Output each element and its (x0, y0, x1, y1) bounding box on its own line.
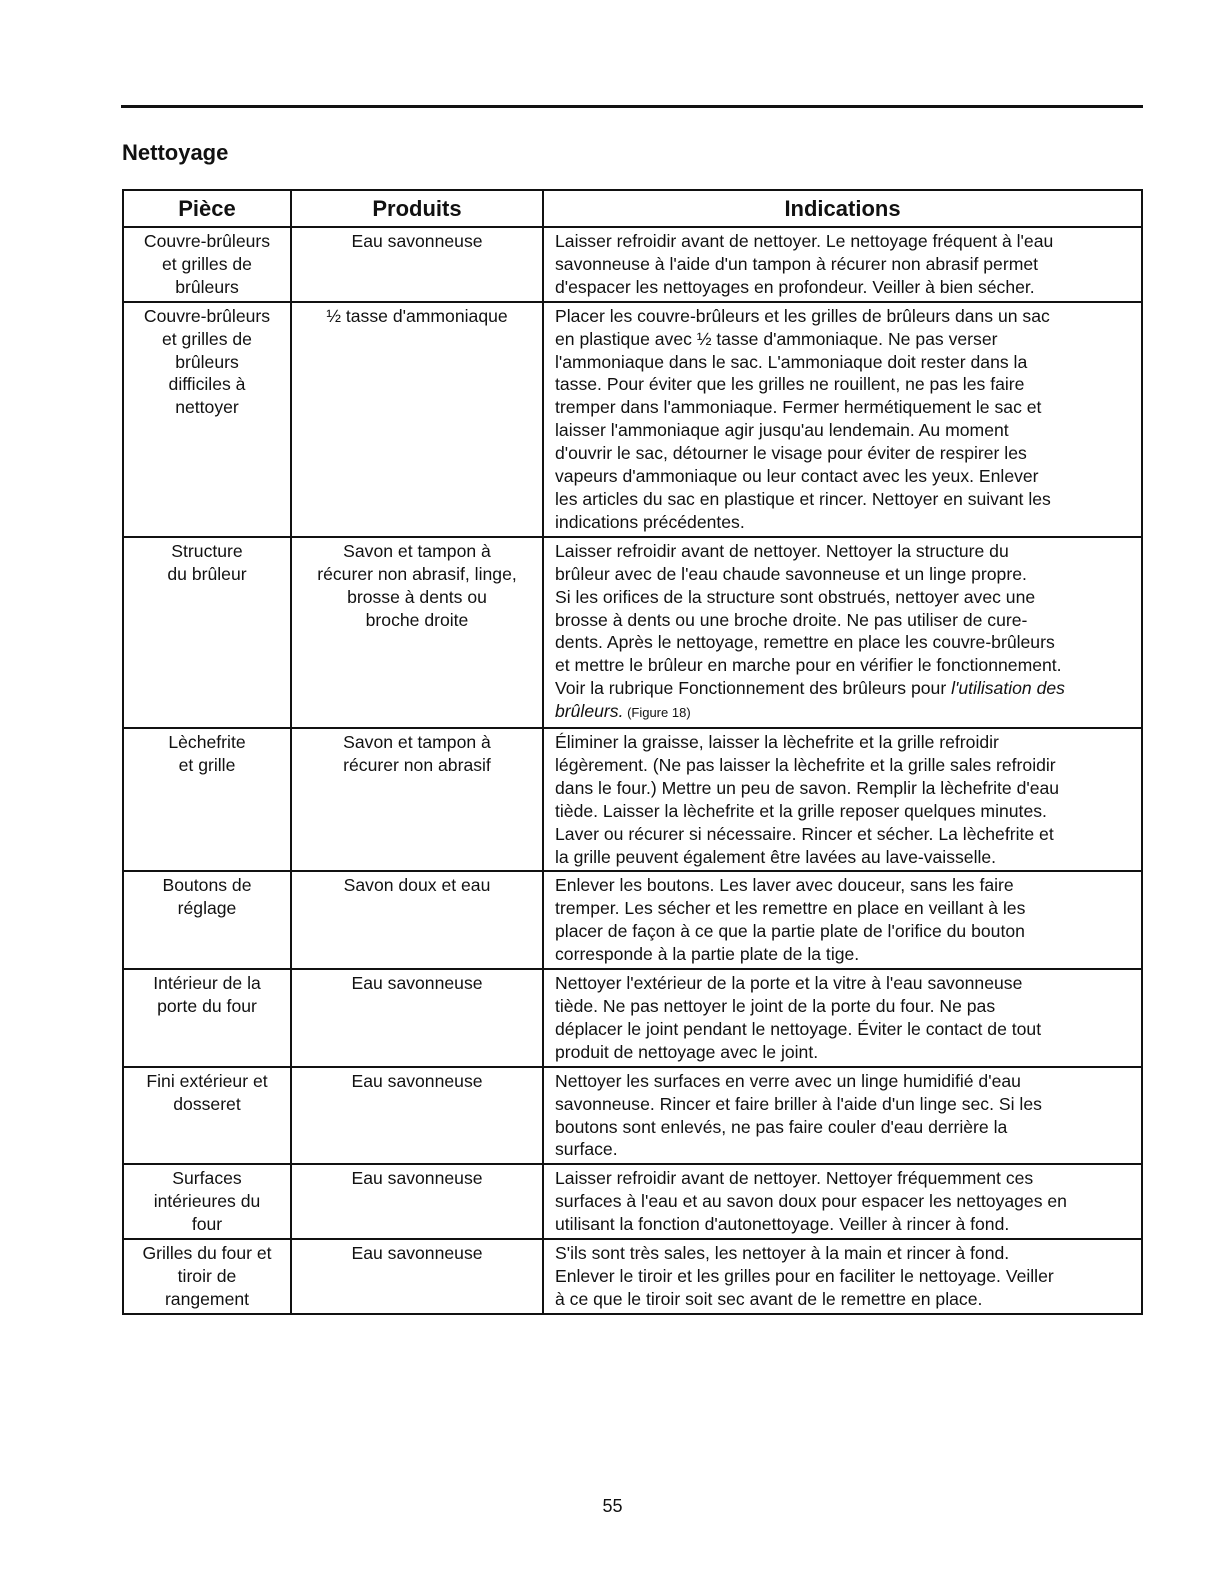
cell-produits: Eau savonneuse (291, 1239, 543, 1314)
cell-produits: Savon doux et eau (291, 871, 543, 969)
cell-produits: Eau savonneuse (291, 227, 543, 302)
header-piece: Pièce (123, 190, 291, 227)
cell-indications: S'ils sont très sales, les nettoyer à la main et rincer à fond. Enlever le tiroir et les grilles pour en faciliter le nettoyage. Veiller à ce que le tiroir soit sec avant de le remettre en place. (543, 1239, 1142, 1314)
cell-indications: Nettoyer les surfaces en verre avec un linge humidifié d'eau savonneuse. Rincer et faire briller à l'aide d'un linge sec. Si les boutons sont enlevés, ne pas faire couler d'eau derrière la surface. (543, 1067, 1142, 1165)
table-row (123, 1239, 1142, 1314)
cell-produits: Savon et tampon à récurer non abrasif, linge, brosse à dents ou broche droite (291, 537, 543, 728)
cell-indications: Laisser refroidir avant de nettoyer. Le nettoyage fréquent à l'eau savonneuse à l'aide d'un tampon à récurer non abrasif permet d'espacer les nettoyages en profondeur. Veiller à bien sécher. (543, 227, 1142, 302)
cell-produits: Savon et tampon à récurer non abrasif (291, 728, 543, 871)
cell-indications: Enlever les boutons. Les laver avec douceur, sans les faire tremper. Les sécher et les remettre en place en veillant à les placer de façon à ce que la partie plate de l'orifice du bouton corresponde à la partie plate de la tige. (543, 871, 1142, 969)
table-row (123, 1067, 1142, 1165)
cell-indications: Éliminer la graisse, laisser la lèchefrite et la grille refroidir légèrement. (Ne pas laisser la lèchefrite et la grille sales refroidir dans le four.) Mettre un peu de savon. Remplir la lèchefrite d'eau tiède. Laisser la lèchefrite et la grille reposer quelques minutes. Laver ou récurer si nécessaire. Rincer et sécher. La lèchefrite et la grille peuvent également être lavées au lave-vaisselle. (543, 728, 1142, 871)
cell-piece: Boutons de réglage (123, 871, 291, 969)
table-row (123, 1164, 1142, 1239)
cell-piece: Surfaces intérieures du four (123, 1164, 291, 1239)
table-row (123, 871, 1142, 969)
cell-produits: Eau savonneuse (291, 969, 543, 1067)
indications-italic-text: l'utilisation des brûleurs. (555, 678, 1065, 722)
cell-indications: Nettoyer l'extérieur de la porte et la vitre à l'eau savonneuse tiède. Ne pas nettoyer le joint de la porte du four. Ne pas déplacer le joint pendant le nettoyage. Éviter le contact de tout produit de nettoyage avec le joint. (543, 969, 1142, 1067)
table-row (123, 302, 1142, 537)
cell-piece: Fini extérieur et dosseret (123, 1067, 291, 1165)
cell-piece: Lèchefrite et grille (123, 728, 291, 871)
page-number: 55 (602, 1496, 623, 1516)
cell-produits: Eau savonneuse (291, 1164, 543, 1239)
figure-reference: (Figure 18) (623, 705, 691, 721)
cleaning-table (122, 189, 1143, 1315)
table-row (123, 227, 1142, 302)
cell-indications: Laisser refroidir avant de nettoyer. Nettoyer fréquemment ces surfaces à l'eau et au savon doux pour espacer les nettoyages en utilisant la fonction d'autonettoyage. Veiller à rincer à fond. (543, 1164, 1142, 1239)
table-row (123, 537, 1142, 728)
cell-produits: ½ tasse d'ammoniaque (291, 302, 543, 537)
indications-text: Laisser refroidir avant de nettoyer. Nettoyer la structure du brûleur avec de l'eau chaude savonneuse et un linge propre. Si les orifices de la structure sont obstrués, nettoyer avec une brosse à dents ou une broche droite. Ne pas utiliser de cure- dents. Après le nettoyage, remettre en place les couvre-brûleurs et mettre le brûleur en marche pour en vérifier le fonctionnement. Voir la rubrique Fonctionnement des brûleurs pour (555, 540, 1062, 699)
cell-piece: Grilles du four et tiroir de rangement (123, 1239, 291, 1314)
section-title: Nettoyage (122, 140, 229, 165)
cell-indications (543, 537, 1142, 728)
table-header-row (123, 190, 1142, 227)
cell-piece: Structure du brûleur (123, 537, 291, 728)
cell-piece: Couvre-brûleurs et grilles de brûleurs difficiles à nettoyer (123, 302, 291, 537)
header-produits: Produits (291, 190, 543, 227)
cell-piece: Intérieur de la porte du four (123, 969, 291, 1067)
table-row (123, 728, 1142, 871)
cell-produits: Eau savonneuse (291, 1067, 543, 1165)
header-indications: Indications (543, 190, 1142, 227)
cell-piece: Couvre-brûleurs et grilles de brûleurs (123, 227, 291, 302)
top-rule (121, 105, 1143, 108)
cell-indications: Placer les couvre-brûleurs et les grilles de brûleurs dans un sac en plastique avec ½ tasse d'ammoniaque. Ne pas verser l'ammoniaque dans le sac. L'ammoniaque doit rester dans la tasse. Pour éviter que les grilles ne rouillent, ne pas les faire tremper dans l'ammoniaque. Fermer hermétiquement le sac et laisser l'ammoniaque agir jusqu'au lendemain. Au moment d'ouvrir le sac, détourner le visage pour éviter de respirer les vapeurs d'ammoniaque ou leur contact avec les yeux. Enlever les articles du sac en plastique et rincer. Nettoyer en suivant les indications précédentes. (543, 302, 1142, 537)
table-row (123, 969, 1142, 1067)
